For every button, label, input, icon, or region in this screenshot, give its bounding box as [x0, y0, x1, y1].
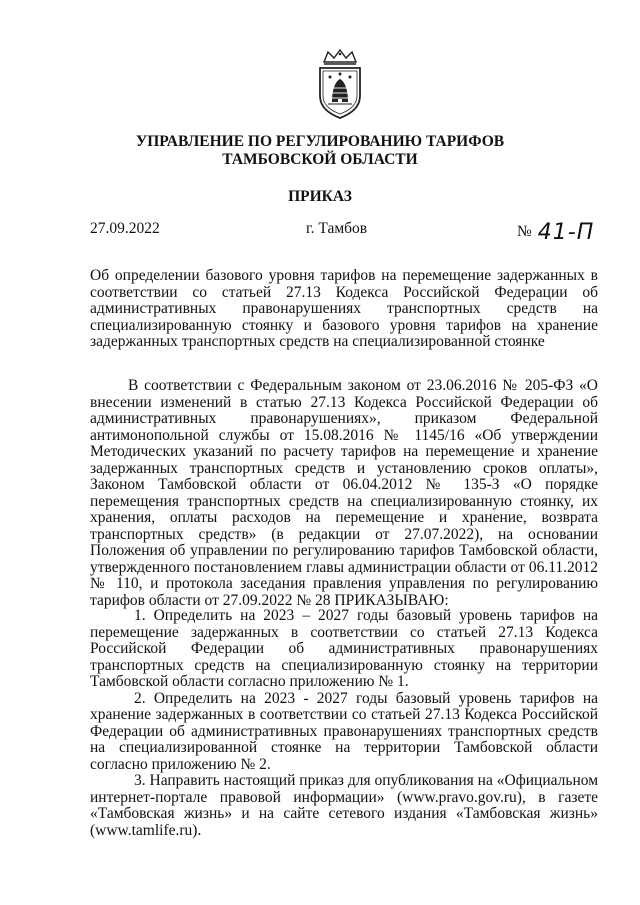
handwritten-number: 41-П	[537, 220, 595, 245]
tambov-coat-of-arms-icon	[310, 48, 370, 120]
order-clause-1: 1. Определить на 2023 – 2027 годы базовый уровень тарифов на перемещение задержанных в соответствии со статьей 27.13 Кодекса Российской Федерации об административных правонарушениях транспортных средств на специализированную стоянку на территории Тамбовской области согласно приложению № 1.	[90, 607, 598, 690]
document-city: г. Тамбов	[306, 220, 368, 237]
order-clauses	[90, 608, 598, 839]
document-date: 27.09.2022	[90, 220, 160, 237]
subject-text: Об определении базового уровня тарифов на перемещение задержанных в соответствии со статьей 27.13 Кодекса Российской Федерации об административных правонарушениях транспортных средств на специализированную стоянку и базового уровня тарифов на хранение задержанных транспортных средств на специализированной стоянке	[90, 267, 598, 350]
preamble-text: В соответствии с Федеральным законом от 23.06.2016 № 205-ФЗ «О внесении изменений в статью 27.13 Кодекса Российской Федерации об административных правонарушениях», приказом Федеральной антимонопольной службы от 15.08.2016 № 1145/16 «Об утверждении Методических указаний по расчету тарифов на перемещение и хранение задержанных транспортных средств и установлению сроков оплаты», Законом Тамбовской области от 06.04.2012 № 135-З «О порядке перемещения транспортных средств на специализированную стоянку, их хранения, оплаты расходов на перемещение и хранение, возврата транспортных средств» (в редакции от 27.07.2022), на основании Положения об управлении по регулированию тарифов Тамбовской области, утвержденного постановлением главы администрации области от 06.11.2012 № 110, и протокола заседания правления управления по регулированию тарифов области от 27.09.2022 № 28 ПРИКАЗЫВАЮ:	[90, 377, 598, 609]
agency-name-line-2: ТАМБОВСКОЙ ОБЛАСТИ	[222, 151, 418, 168]
order-clause-2: 2. Определить на 2023 - 2027 годы базовый уровень тарифов на хранение задержанных в соответствии со статьей 27.13 Кодекса Российской Федерации об административных правонарушениях транспортных средств на специализированной стоянке на территории Тамбовской области согласно приложению № 2.	[90, 689, 598, 773]
document-type: ПРИКАЗ	[288, 188, 352, 205]
order-subject	[90, 268, 598, 351]
order-preamble	[90, 378, 598, 609]
agency-name-line-1: УПРАВЛЕНИЕ ПО РЕГУЛИРОВАНИЮ ТАРИФОВ	[135, 133, 505, 150]
number-sign: №	[517, 223, 532, 240]
order-clause-3: 3. Направить настоящий приказ для опубликования на «Официальном интернет-портале правовой информации» (www.pravo.gov.ru), в газете «Тамбовская жизнь» и на сайте сетевого издания «Тамбовская жизнь» (www.tamlife.ru).	[90, 772, 598, 839]
document-number	[517, 220, 594, 245]
